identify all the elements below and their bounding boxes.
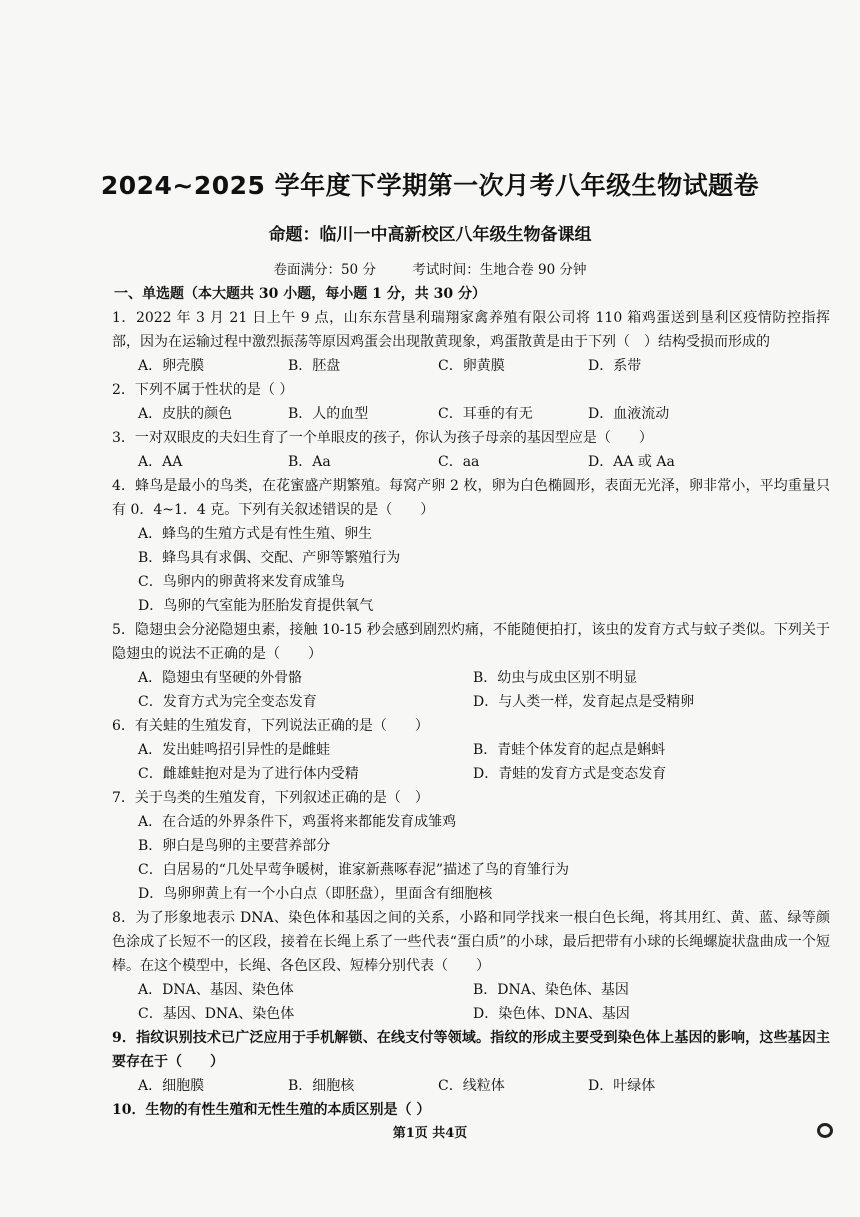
- options-row: [112, 1074, 830, 1098]
- option-b: B．青蛙个体发育的起点是蝌蚪: [473, 742, 666, 758]
- option-b: B．幼虫与成虫区别不明显: [473, 670, 638, 686]
- question-stem: 9．指纹识别技术已广泛应用于手机解锁、在线支付等领域。指纹的形成主要受到染色体上基因的影响，这些基因主要存在于（ ）: [112, 1030, 830, 1070]
- question-1: [112, 306, 830, 378]
- option-b: B．胚盘: [288, 358, 341, 374]
- exam-title: 2024~2025 学年度下学期第一次月考八年级生物试题卷: [100, 171, 760, 200]
- question-stem: 6．有关蛙的生殖发育，下列说法正确的是（ ）: [112, 718, 429, 734]
- options-row: [112, 978, 830, 1002]
- option-d: D．鸟卵的气室能为胚胎发育提供氧气: [138, 598, 374, 614]
- options-row: [112, 1002, 830, 1026]
- exam-meta: [0, 258, 860, 278]
- option-a: A．隐翅虫有坚硬的外骨骼: [138, 670, 303, 686]
- question-8: [112, 906, 830, 1026]
- question-7: [112, 786, 830, 906]
- question-stem: 8．为了形象地表示 DNA、染色体和基因之间的关系，小路和同学找来一根白色长绳，将其用红、黄、蓝、绿等颜色涂成了长短不一的区段，接着在长绳上系了一些代表“蛋白质”的小球，最后把带有小球的长绳螺旋状盘曲成一个短棒。在这个模型中，长绳、各色区段、短棒分别代表（ ）: [112, 910, 830, 974]
- option-b: B．Aa: [288, 454, 331, 470]
- option-b: B．细胞核: [288, 1078, 355, 1094]
- option-a: A．蜂鸟的生殖方式是有性生殖、卵生: [138, 526, 373, 542]
- option-c: C．基因、DNA、染色体: [138, 1006, 295, 1022]
- option-c: C．鸟卵内的卵黄将来发育成雏鸟: [138, 574, 345, 590]
- section-heading: 一、单选题（本大题共 30 小题，每小题 1 分，共 30 分）: [114, 286, 486, 302]
- option-d: D．鸟卵卵黄上有一个小白点（即胚盘），里面含有细胞核: [138, 886, 493, 902]
- question-stem: 4．蜂鸟是最小的鸟类，在花蜜盛产期繁殖。每窝产卵 2 枚，卵为白色椭圆形，表面无光泽，卵非常小，平均重量只有 0．4~1．4 克。下列有关叙述错误的是（ ）: [112, 478, 830, 518]
- option-d: D．与人类一样，发育起点是受精卵: [473, 694, 695, 710]
- question-stem: 10．生物的有性生殖和无性生殖的本质区别是（ ）: [112, 1102, 431, 1118]
- question-stem: 7．关于鸟类的生殖发育，下列叙述正确的是（ ）: [112, 790, 429, 806]
- option-d: D．AA 或 Aa: [588, 454, 675, 470]
- question-stem: 3．一对双眼皮的夫妇生育了一个单眼皮的孩子，你认为孩子母亲的基因型应是（ ）: [112, 430, 653, 446]
- option-b: B．卵白是鸟卵的主要营养部分: [138, 838, 331, 854]
- options-row: [112, 450, 830, 474]
- option-c: C．耳垂的有无: [438, 406, 533, 422]
- option-a: A．在合适的外界条件下，鸡蛋将来都能发育成雏鸡: [138, 814, 457, 830]
- options-row: [112, 354, 830, 378]
- question-stem: 1．2022 年 3 月 21 日上午 9 点，山东东营垦利瑞翔家禽养殖有限公司将 110 箱鸡蛋送到垦利区疫情防控指挥部，因为在运输过程中激烈振荡等原因鸡蛋会出现散黄现象，鸡蛋散黄是由于下列（ ）结构受损而形成的: [112, 310, 830, 350]
- options-row: [112, 666, 830, 690]
- option-d: D．染色体、DNA、基因: [473, 1006, 630, 1022]
- question-4: [112, 474, 830, 618]
- option-a: A．皮肤的颜色: [138, 406, 233, 422]
- option-d: D．叶绿体: [588, 1078, 656, 1094]
- option-b: B．蜂鸟具有求偶、交配、产卵等繁殖行为: [138, 550, 401, 566]
- option-b: B．DNA、染色体、基因: [473, 982, 629, 998]
- option-d: D．系带: [588, 358, 642, 374]
- option-c: C．卵黄膜: [438, 358, 505, 374]
- option-a: A．细胞膜: [138, 1078, 205, 1094]
- option-c: C．雌雄蛙抱对是为了进行体内受精: [138, 766, 359, 782]
- option-c: C．白居易的“几处早莺争暖树，谁家新燕啄春泥”描述了鸟的育雏行为: [138, 862, 570, 878]
- question-6: [112, 714, 830, 786]
- option-a: A．DNA、基因、染色体: [138, 982, 294, 998]
- circle-mark-icon: [817, 1123, 833, 1138]
- exam-time: 考试时间：生地合卷 90 分钟: [412, 262, 587, 278]
- question-9: [112, 1026, 830, 1098]
- option-a: A．发出蛙鸣招引异性的是雌蛙: [138, 742, 331, 758]
- option-d: D．青蛙的发育方式是变态发育: [473, 766, 667, 782]
- options-row: [112, 690, 830, 714]
- exam-author: 命题：临川一中高新校区八年级生物备课组: [268, 225, 592, 245]
- question-5: [112, 618, 830, 714]
- option-c: C．发育方式为完全变态发育: [138, 694, 317, 710]
- question-10: [112, 1098, 830, 1122]
- options-row: [112, 762, 830, 786]
- option-a: A．AA: [138, 454, 183, 470]
- options-row: [112, 738, 830, 762]
- option-c: C．线粒体: [438, 1078, 505, 1094]
- question-2: [112, 378, 830, 426]
- question-3: [112, 426, 830, 474]
- options-row: [112, 402, 830, 426]
- page-number: 第1页 共4页: [392, 1126, 468, 1141]
- option-c: C．aa: [438, 454, 480, 470]
- option-d: D．血液流动: [588, 406, 670, 422]
- question-stem: 5．隐翅虫会分泌隐翅虫素，接触 10-15 秒会感到剧烈灼痛，不能随便拍打，该虫的发育方式与蚊子类似。下列关于隐翅虫的说法不正确的是（ ）: [112, 622, 830, 662]
- question-stem: 2．下列不属于性状的是（ ）: [112, 382, 294, 398]
- full-score: 卷面满分：50 分: [273, 262, 376, 278]
- option-a: A．卵壳膜: [138, 358, 205, 374]
- option-b: B．人的血型: [288, 406, 369, 422]
- exam-content: [112, 282, 830, 1122]
